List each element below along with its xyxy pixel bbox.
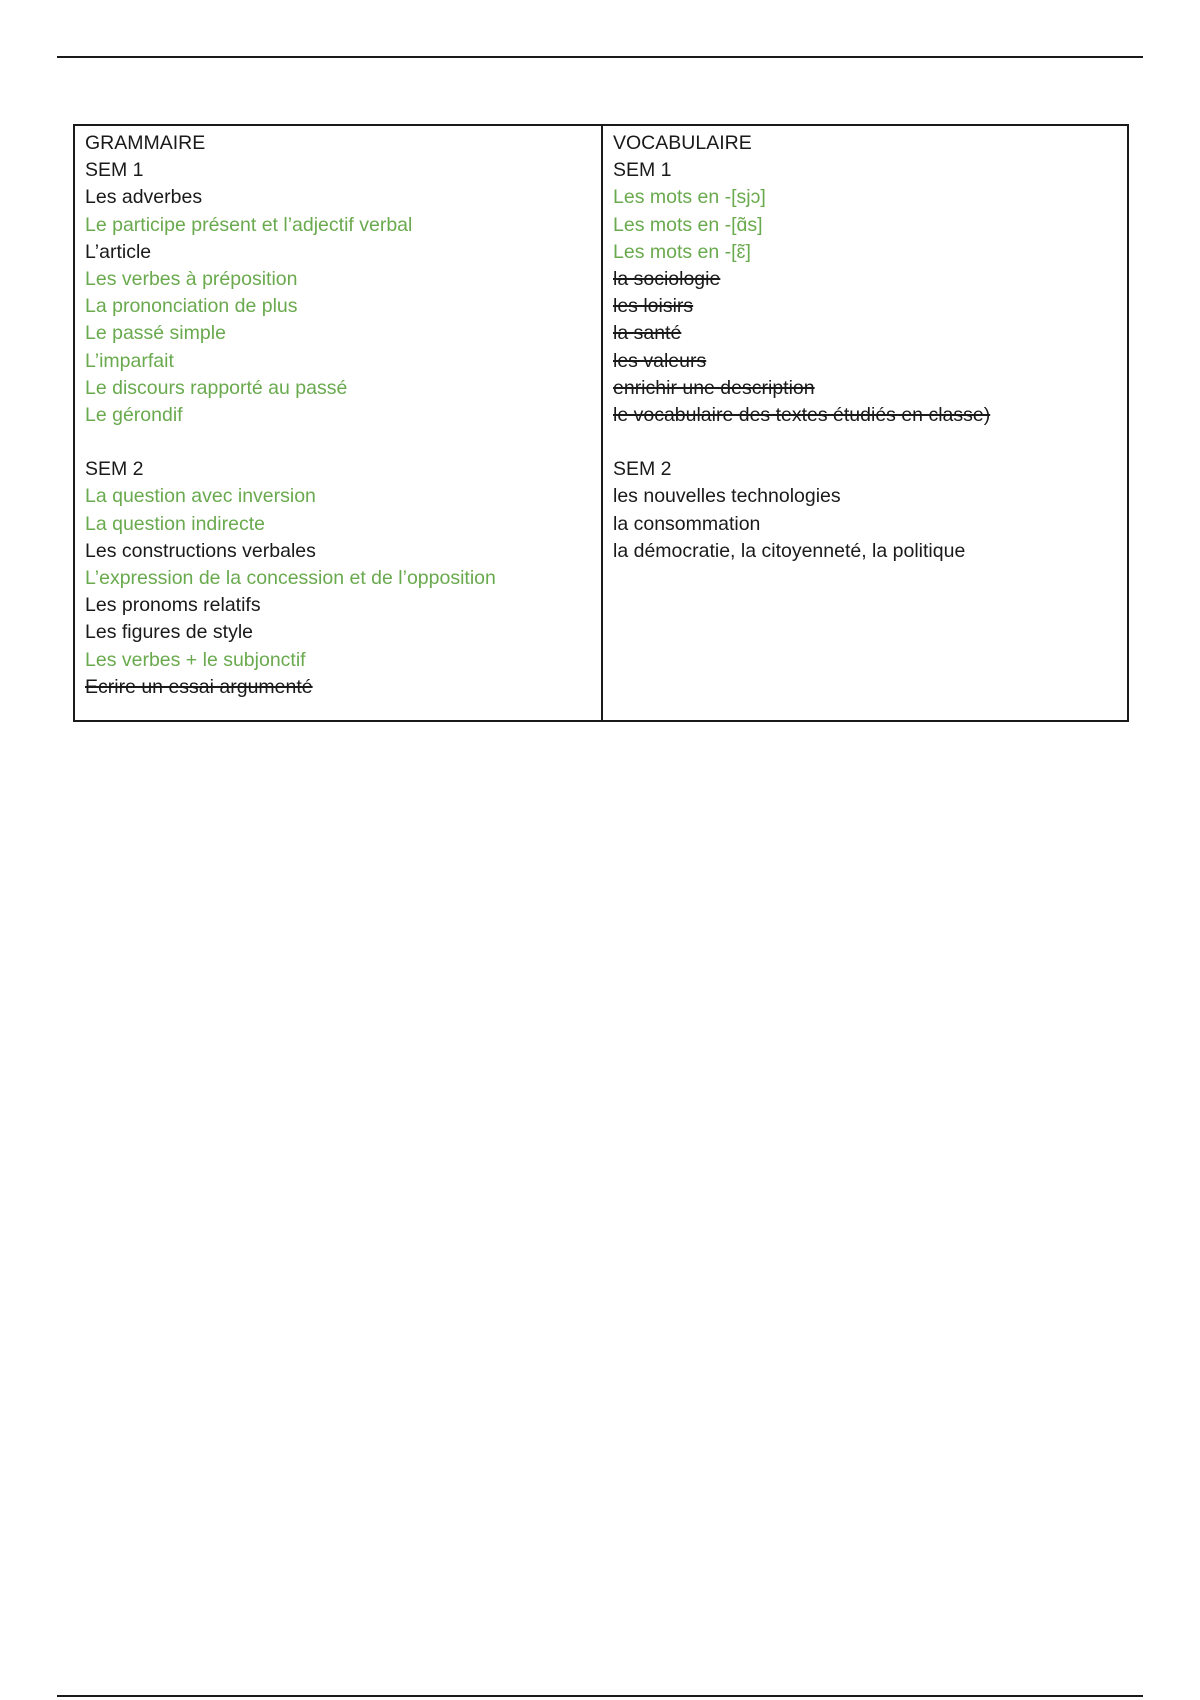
grammaire-topic-done: Le discours rapporté au passé — [85, 376, 348, 399]
vocabulaire-topic-todo: la consommation — [613, 512, 761, 535]
grammaire-topic-done: L’expression de la concession et de l’opposition — [85, 567, 496, 589]
vocabulaire-topic-done: Les mots en -[ɑ̃s] — [613, 213, 763, 236]
vocabulaire-sem1-list — [613, 184, 1127, 429]
grammaire-column — [75, 126, 603, 720]
grammaire-topic-dropped: Ecrire un essai argumenté — [85, 675, 313, 698]
grammaire-topic-done: Les verbes + le subjonctif — [85, 648, 306, 671]
grammaire-topic-done: Les verbes à préposition — [85, 267, 298, 290]
grammaire-sem2-label: SEM 2 — [85, 458, 144, 481]
vocabulaire-topic-done: Les mots en -[sjɔ] — [613, 186, 766, 209]
vocabulaire-topic-done: Les mots en -[ɛ̃] — [613, 240, 751, 263]
syllabus-table — [73, 124, 1129, 722]
grammaire-topic-done: Le gérondif — [85, 403, 183, 426]
grammaire-topic-todo: L’article — [85, 240, 152, 263]
grammaire-topic-done: La prononciation de plus — [85, 295, 298, 318]
grammaire-sem1-label: SEM 1 — [85, 159, 144, 182]
vocabulaire-topic-dropped: la sociologie — [613, 267, 721, 290]
section-spacer — [85, 429, 601, 456]
section-spacer — [613, 429, 1127, 456]
footer-rule — [57, 1695, 1143, 1697]
grammaire-sem1-list — [85, 184, 601, 429]
grammaire-topic-done: Le participe présent et l’adjectif verbal — [85, 213, 413, 236]
grammaire-topic-done: La question indirecte — [85, 512, 265, 535]
vocabulaire-topic-dropped: les valeurs — [613, 349, 707, 372]
vocabulaire-sem1-label: SEM 1 — [613, 159, 672, 182]
vocabulaire-sem2-list — [613, 483, 1127, 565]
vocabulaire-header: VOCABULAIRE — [613, 132, 752, 154]
vocabulaire-column — [603, 126, 1127, 720]
grammaire-topic-todo: Les adverbes — [85, 186, 203, 209]
vocabulaire-topic-dropped: le vocabulaire des textes étudiés en classe) — [613, 403, 991, 426]
grammaire-topic-done: Le passé simple — [85, 322, 226, 345]
vocabulaire-sem2-label: SEM 2 — [613, 458, 672, 481]
vocabulaire-topic-todo: les nouvelles technologies — [613, 485, 841, 508]
header-rule — [57, 56, 1143, 58]
vocabulaire-topic-dropped: les loisirs — [613, 295, 694, 318]
grammaire-topic-done: L’imparfait — [85, 349, 174, 372]
vocabulaire-topic-todo: la démocratie, la citoyenneté, la politique — [613, 539, 966, 562]
grammaire-topic-done: La question avec inversion — [85, 485, 316, 508]
grammaire-topic-todo: Les constructions verbales — [85, 539, 316, 562]
grammaire-header: GRAMMAIRE — [85, 132, 206, 154]
grammaire-topic-todo: Les pronoms relatifs — [85, 594, 261, 617]
vocabulaire-topic-dropped: la santé — [613, 322, 682, 345]
grammaire-sem2-list — [85, 483, 601, 701]
grammaire-topic-todo: Les figures de style — [85, 621, 254, 644]
vocabulaire-topic-dropped: enrichir une description — [613, 376, 815, 399]
